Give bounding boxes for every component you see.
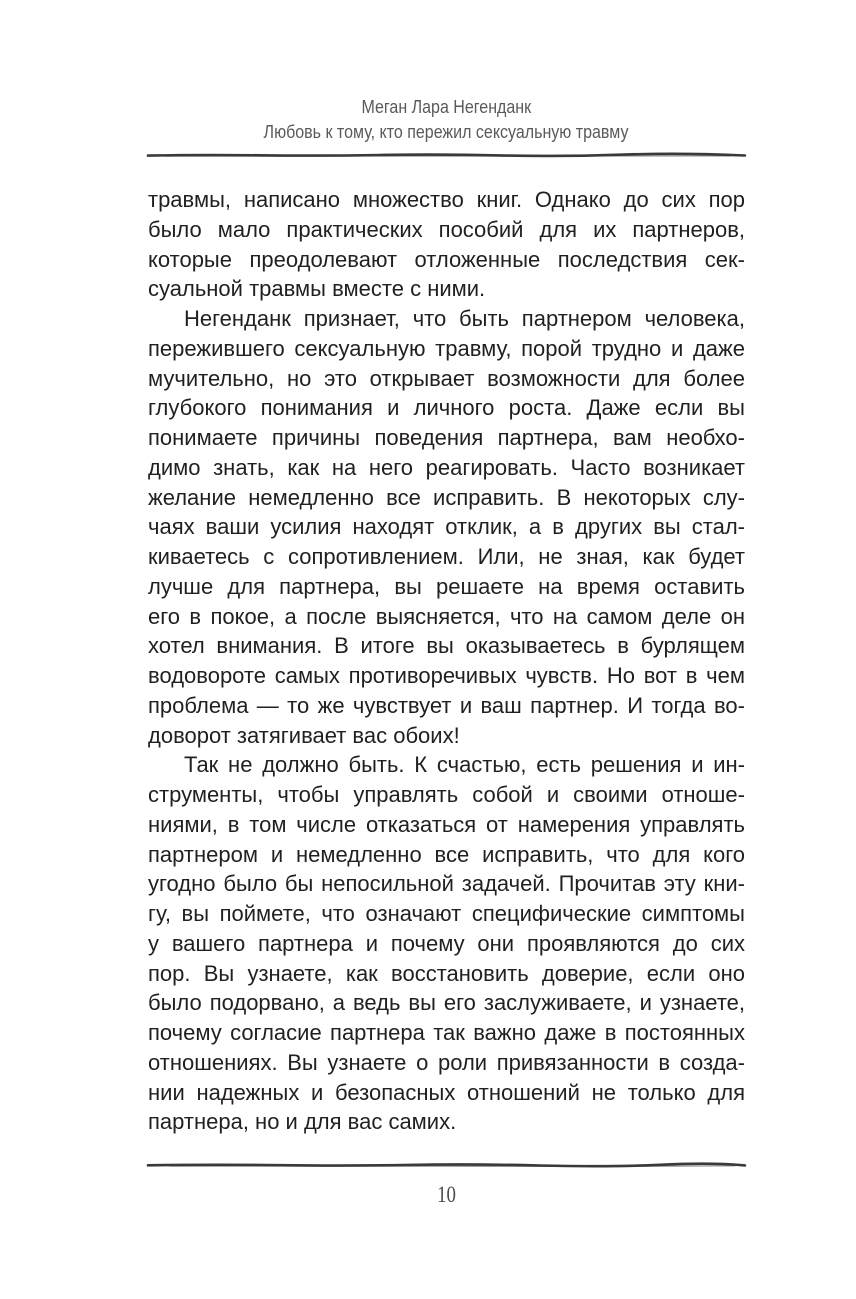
text-line: пережившего сексуальную травму, порой трудно и даже: [148, 335, 745, 361]
text-line: угодно было бы непосильной задачей. Прочитав эту кни-: [148, 871, 745, 897]
text-line: которые преодолевают отложенные последствия сек-: [148, 246, 745, 272]
text-line: Так не должно быть. К счастью, есть решения и ин-: [184, 752, 745, 778]
page-number: [148, 1182, 745, 1208]
text-line: димо знать, как на него реагировать. Часто возникает: [148, 454, 745, 480]
header-rule: [0, 147, 856, 163]
text-line: чаях ваши усилия находят отклик, а в других вы стал-: [148, 514, 745, 540]
text-line: доворот затягивает вас обоих!: [148, 722, 460, 748]
running-head-title: Любовь к тому, кто пережил сексуальную травму: [264, 122, 629, 142]
page-number-text: 10: [437, 1182, 456, 1207]
text-line: водовороте самых противоречивых чувств. Но вот в чем: [148, 663, 745, 688]
text-line: понимаете причины поведения партнера, вам необхо-: [148, 425, 745, 450]
text-line: мучительно, но это открывает возможности для более: [148, 365, 745, 391]
paragraph: [148, 185, 745, 304]
text-line: партнера, но и для вас самих.: [148, 1109, 457, 1135]
running-head: [148, 95, 745, 145]
text-line: Негенданк признает, что быть партнером человека,: [184, 306, 745, 331]
text-line: пор. Вы узнаете, как восстановить доверие, если оно: [148, 960, 745, 986]
running-head-author: Меган Лара Негенданк: [361, 97, 532, 117]
text-line: его в покое, а после выясняется, что на самом деле он: [148, 603, 745, 629]
text-line: струменты, чтобы управлять собой и своими отноше-: [148, 782, 745, 807]
text-line: гу, вы поймете, что означают специфические симптомы: [148, 901, 745, 926]
text-line: киваетесь с сопротивлением. Или, не зная, как будет: [148, 544, 745, 569]
text-line: у вашего партнера и почему они проявляются до сих: [148, 930, 745, 956]
paragraph: [148, 304, 745, 750]
text-line: проблема — то же чувствует и ваш партнер. И тогда во-: [148, 692, 745, 718]
text-line: было подорвано, а ведь вы его заслуживаете, и узнаете,: [148, 990, 745, 1016]
text-line: было мало практических пособий для их партнеров,: [148, 216, 745, 242]
text-line: хотел внимания. В итоге вы оказываетесь в бурлящем: [148, 633, 745, 659]
text-line: лучше для партнера, вы решаете на время оставить: [148, 573, 745, 599]
text-line: суальной травмы вместе с ними.: [148, 276, 486, 302]
text-line: партнером и немедленно все исправить, что для кого: [148, 841, 745, 867]
text-line: глубокого понимания и личного роста. Даже если вы: [148, 395, 745, 421]
footer-rule: [0, 1157, 856, 1173]
text-line: травмы, написано множество книг. Однако до сих пор: [148, 187, 745, 212]
text-line: отношениях. Вы узнаете о роли привязанности в созда-: [148, 1049, 745, 1075]
paragraph: [148, 750, 745, 1137]
body-text: [148, 185, 745, 1137]
text-line: ниями, в том числе отказаться от намерения управлять: [148, 811, 745, 837]
text-line: почему согласие партнера так важно даже в постоянных: [148, 1020, 745, 1045]
text-line: нии надежных и безопасных отношений не только для: [148, 1079, 745, 1105]
text-line: желание немедленно все исправить. В некоторых слу-: [148, 484, 745, 510]
